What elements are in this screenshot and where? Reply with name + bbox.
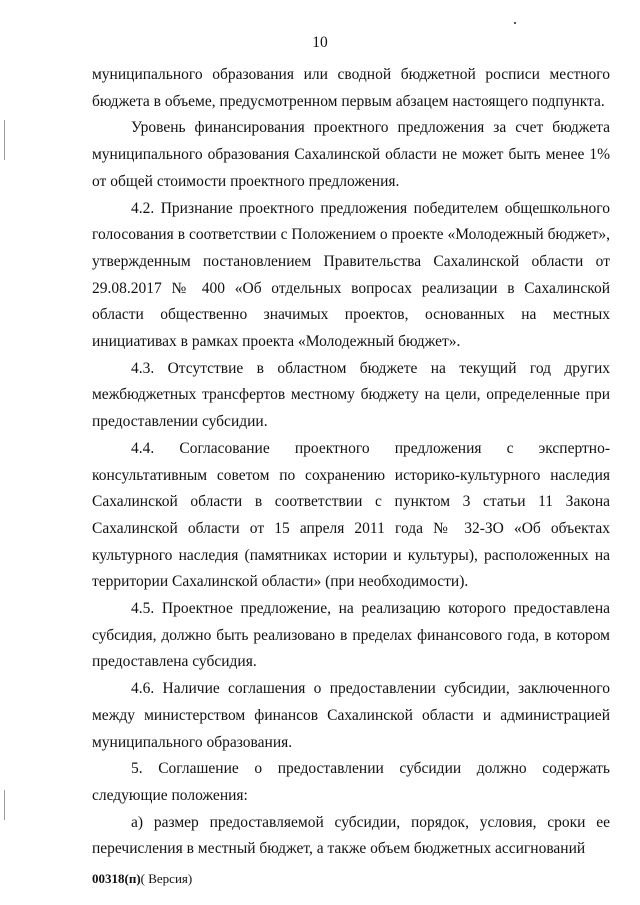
document-version: ( Версия) — [140, 871, 193, 886]
scan-edge-mark — [4, 790, 5, 820]
paragraph-5: 5. Соглашение о предоставлении субсидии должно содержать следующие положения: — [92, 760, 610, 804]
paragraph-5-a: а) размер предоставляемой субсидии, порядок, условия, сроки ее перечисления в местный бюджет, а также объем бюджетных ассигнований — [92, 813, 610, 858]
scan-edge-mark — [4, 120, 5, 160]
paragraph-4-3: 4.3. Отсутствие в областном бюджете на текущий год других межбюджетных трансфертов местному бюджету на цели, определенные при предоставлении субсидии. — [92, 359, 610, 431]
paragraph-4-6: 4.6. Наличие соглашения о предоставлении субсидии, заключенного между министерством финансов Сахалинской области и администрацией муниципального образования. — [92, 680, 610, 751]
paragraph-4-2: 4.2. Признание проектного предложения победителем общешкольного голосования в соответствии с Положением о проекте «Молодежный бюджет», утвержденным постановлением Правительства Сахалинской области от 29.08.2017 № 400 «Об отдельных вопросах реализации в Сахалинской области общественно значимых проектов, основанных на местных инициативах в рамках проекта «Молодежный бюджет». — [92, 199, 610, 351]
paragraph-4-4: 4.4. Согласование проектного предложения с экспертно-консультативным советом по сохранению историко-культурного наследия Сахалинской области в соответствии с пунктом 3 статьи 11 Закона Сахалинской области от 15 апреля 2011 года № 32-ЗО «Об объектах культурного наследия (памятниках истории и культуры), расположенных на территории Сахалинской области» (при необходимости). — [92, 439, 610, 591]
document-body — [92, 62, 610, 863]
document-footer — [92, 871, 192, 887]
paragraph-4-5: 4.5. Проектное предложение, на реализацию которого предоставлена субсидия, должно быть реализовано в пределах финансового года, в котором предоставлена субсидия. — [92, 600, 610, 671]
document-code: 00318(п) — [92, 871, 141, 886]
paragraph-continuation: муниципального образования или сводной бюджетной росписи местного бюджета в объеме, предусмотренном первым абзацем настоящего подпункта. — [92, 66, 610, 110]
scan-speck — [514, 22, 516, 24]
page-number: 10 — [312, 34, 328, 51]
paragraph-funding-level: Уровень финансирования проектного предложения за счет бюджета муниципального образования Сахалинской области не может быть менее 1% от общей стоимости проектного предложения. — [92, 119, 610, 190]
